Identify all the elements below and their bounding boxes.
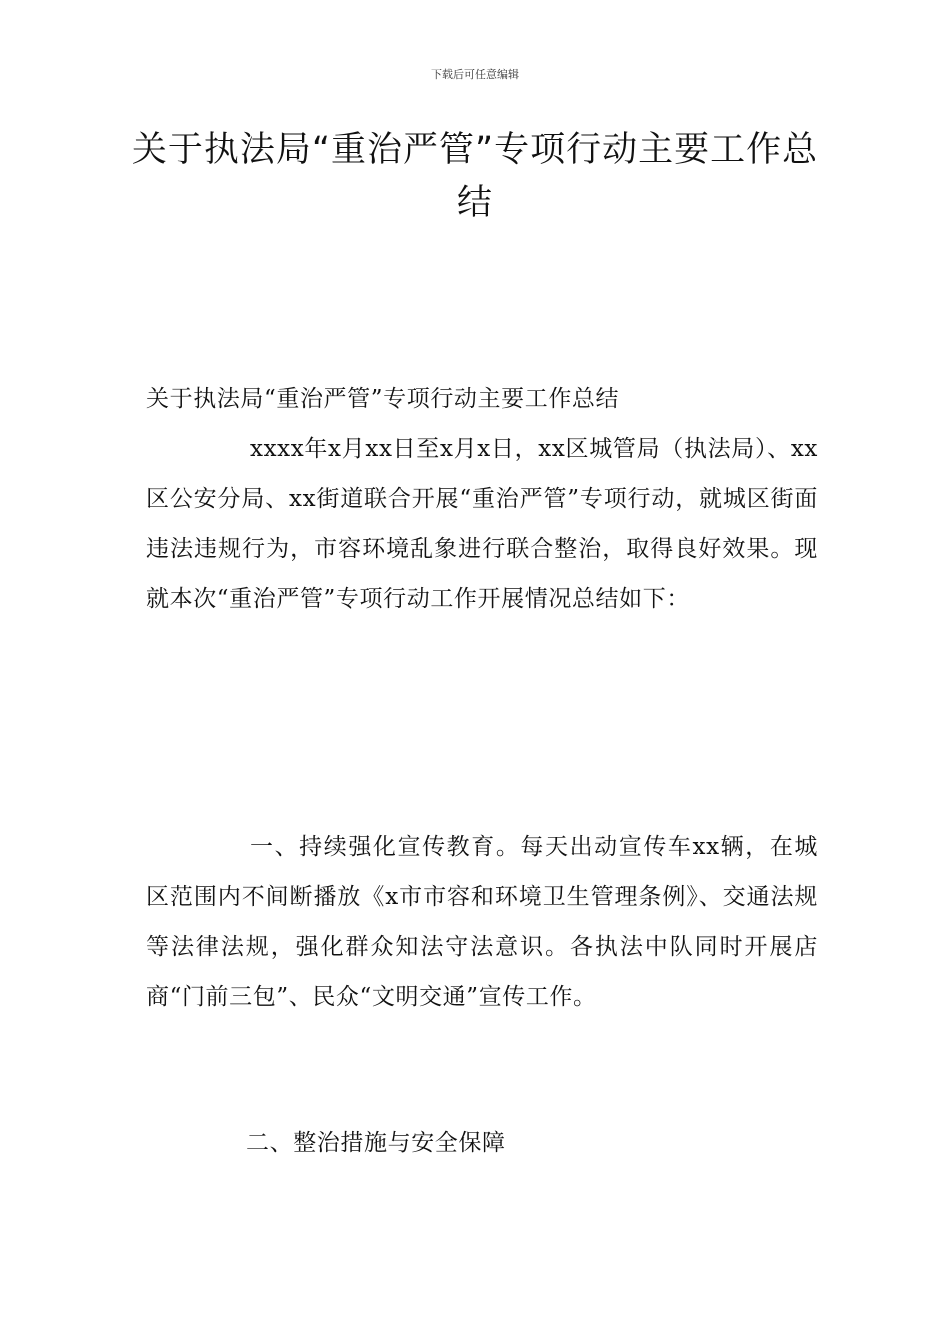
section-1-paragraph: 一、持续强化宣传教育。每天出动宣传车xx辆，在城区范围内不间断播放《x市市容和环境卫生管理条例》、交通法规等法律法规，强化群众知法守法意识。各执法中队同时开展店商“门前三包”、民众“文明交通”宣传工作。 <box>146 834 818 1010</box>
intro-paragraph: xxxx年x月xx日至x月x日，xx区城管局（执法局）、xx区公安分局、xx街道联合开展“重治严管”专项行动，就城区街面违法违规行为，市容环境乱象进行联合整治，取得良好效果。现就本次“重治严管”专项行动工作开展情况总结如下： <box>146 436 818 612</box>
header-note: 下载后可任意编辑 <box>431 68 519 81</box>
section-2-heading: 二、整治措施与安全保障 <box>246 1130 506 1156</box>
document-title: 关于执法局“重治严管”专项行动主要工作总结 <box>131 130 819 223</box>
subtitle-line: 关于执法局“重治严管”专项行动主要工作总结 <box>146 386 620 412</box>
